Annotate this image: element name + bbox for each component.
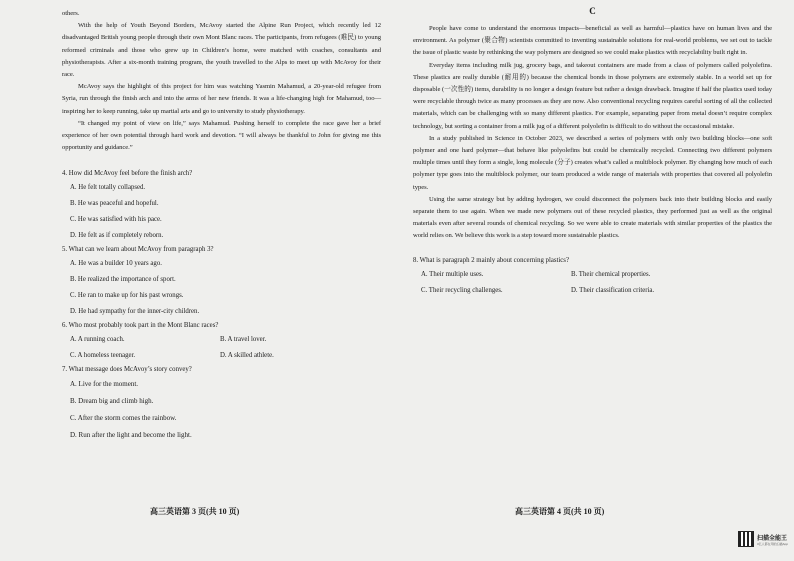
page-footer: 高三英语第 3 页(共 10 页) bbox=[150, 507, 240, 516]
paragraph: Using the same strategy but by adding hydrogen, we could disconnect the polymers back into their building blocks and easily separate them to use again. When we made new polymers out of these recycled plastics, they performed just as well as the original materials even after several rounds of chemical recycling. So we were able to create materials with similar properties of the plastics the world relies on. We believe this work is a step toward more sustainable plastics. bbox=[413, 195, 772, 240]
answer-option: A. He felt totally collapsed. bbox=[70, 184, 146, 192]
watermark-main: 扫描全能王 bbox=[756, 535, 787, 542]
option-row bbox=[421, 267, 772, 283]
answer-option: D. He had sympathy for the inner-city children. bbox=[70, 308, 200, 316]
answer-option: A. A running coach. bbox=[70, 336, 125, 344]
paragraph: McAvoy says the highlight of this project for him was watching Yasmin Mahamud, a 20-year-old refugee from Syria, run through the finish arch and into the arms of her new friends. It was a life-changing high for Mahamud, too—inspiring her to keep running, take up martial arts and go to university to study physiotherapy. bbox=[62, 83, 381, 115]
paragraph: With the help of Youth Beyond Borders, McAvoy started the Alpine Run Project, which recently led 12 disadvantaged British young people through their own Mont Blanc races. The participants, from refugees (难民) to young reformed criminals and those who grew up in Children’s home, were matched with coaches, consultants and physiotherapists. After a six-month training program, the youth travelled to the Alps to meet up with McAvoy for their race. bbox=[62, 22, 381, 79]
answer-option: B. He was peaceful and hopeful. bbox=[70, 200, 159, 208]
answer-option: A. Live for the moment. bbox=[70, 380, 139, 389]
question-stem: 7. What message does McAvoy’s story convey? bbox=[62, 366, 192, 374]
answer-option: D. Their classification criteria. bbox=[571, 286, 655, 294]
answer-option: D. A skilled athlete. bbox=[220, 352, 274, 360]
answer-option: B. He realized the importance of sport. bbox=[70, 276, 176, 284]
watermark-sub: 3亿人都在用的扫描App bbox=[756, 541, 788, 546]
question-stem: 4. How did McAvoy feel before the finish arch? bbox=[62, 170, 193, 178]
paragraph: Everyday items including milk jug, grocery bags, and takeout containers are made from a class of polymers called polyolefins. These plastics are really durable (耐用的) because the chemical bonds in those polymers are extremely stable. In a world set up for disposable (一次性的) items, durability is no longer a design feature but rather a design drawback. Imagine if half the plastics used today were recyclable through twice as many processes as they are now. Also conventional recycling requires careful sorting of all the collected materials, which can be challenging with so many different plastics. For example, separating paper from metal doesn’t require complex technology, but sorting a container from a milk jug of a different polyolefin is difficult to do without the occasional mistake. bbox=[413, 61, 772, 130]
question-stem: 8. What is paragraph 2 mainly about concerning plastics? bbox=[413, 256, 569, 264]
qr-code-icon bbox=[738, 531, 754, 547]
answer-option: C. He was satisfied with his pace. bbox=[70, 216, 162, 224]
answer-option: C. After the storm comes the rainbow. bbox=[70, 414, 177, 423]
paragraph: “It changed my point of view on life,” says Mahamud. Pushing herself to complete the race gave her a brief experience of her own potential through hard work and devotion. “I will always be thankful to John for giving me this opportunity and guidance.” bbox=[62, 119, 381, 152]
section-heading: C bbox=[589, 6, 596, 16]
option-row bbox=[421, 283, 772, 299]
question-list bbox=[62, 168, 381, 444]
answer-option: B. Dream big and climb high. bbox=[70, 397, 154, 406]
answer-option: B. A travel lover. bbox=[220, 336, 267, 344]
right-page bbox=[397, 0, 794, 561]
answer-option: B. Their chemical properties. bbox=[571, 270, 651, 278]
answer-option: C. A homeless teenager. bbox=[70, 352, 136, 360]
paragraph: others. bbox=[62, 10, 80, 17]
scanner-watermark bbox=[738, 531, 788, 547]
answer-option: D. Run after the light and become the light. bbox=[70, 431, 192, 440]
paragraph: In a study published in Science in October 2023, we described a series of polymers with only two building blocks—one soft polymer and one hard polymer—that behave like polyolefins but could be chemically recycled. Connecting two different polymers multiple times until they form a single, long molecule (分子) creates what’s called a multiblock polymer. By changing how much of each polymer type goes into the multiblock polymer, our team produced a wide range of materials with properties that covered all polyolefin types. bbox=[413, 134, 772, 191]
answer-option: A. Their multiple uses. bbox=[421, 270, 484, 278]
question-list bbox=[413, 255, 772, 299]
answer-option: C. He ran to make up for his past wrongs. bbox=[70, 292, 184, 300]
answer-option: A. He was a builder 10 years ago. bbox=[70, 260, 162, 268]
question-stem: 5. What can we learn about McAvoy from paragraph 3? bbox=[62, 246, 214, 254]
answer-option: D. He felt as if completely reborn. bbox=[70, 232, 164, 240]
page-footer: 高三英语第 4 页(共 10 页) bbox=[515, 507, 605, 516]
answer-option: C. Their recycling challenges. bbox=[421, 286, 503, 294]
question-stem: 6. Who most probably took part in the Mont Blanc races? bbox=[62, 322, 219, 330]
watermark-text bbox=[757, 533, 788, 546]
option-row bbox=[70, 348, 381, 364]
option-row bbox=[70, 332, 381, 348]
paragraph: People have come to understand the enormous impacts—beneficial as well as harmful—plastics have on human lives and the environment. As polymer (聚合物) scientists committed to inventing sustainable solutions for real-world problems, we set out to tackle the issue of plastic waste by rethinking the way polymers are designed so we could make plastics with recyclability built right in. bbox=[413, 25, 772, 57]
